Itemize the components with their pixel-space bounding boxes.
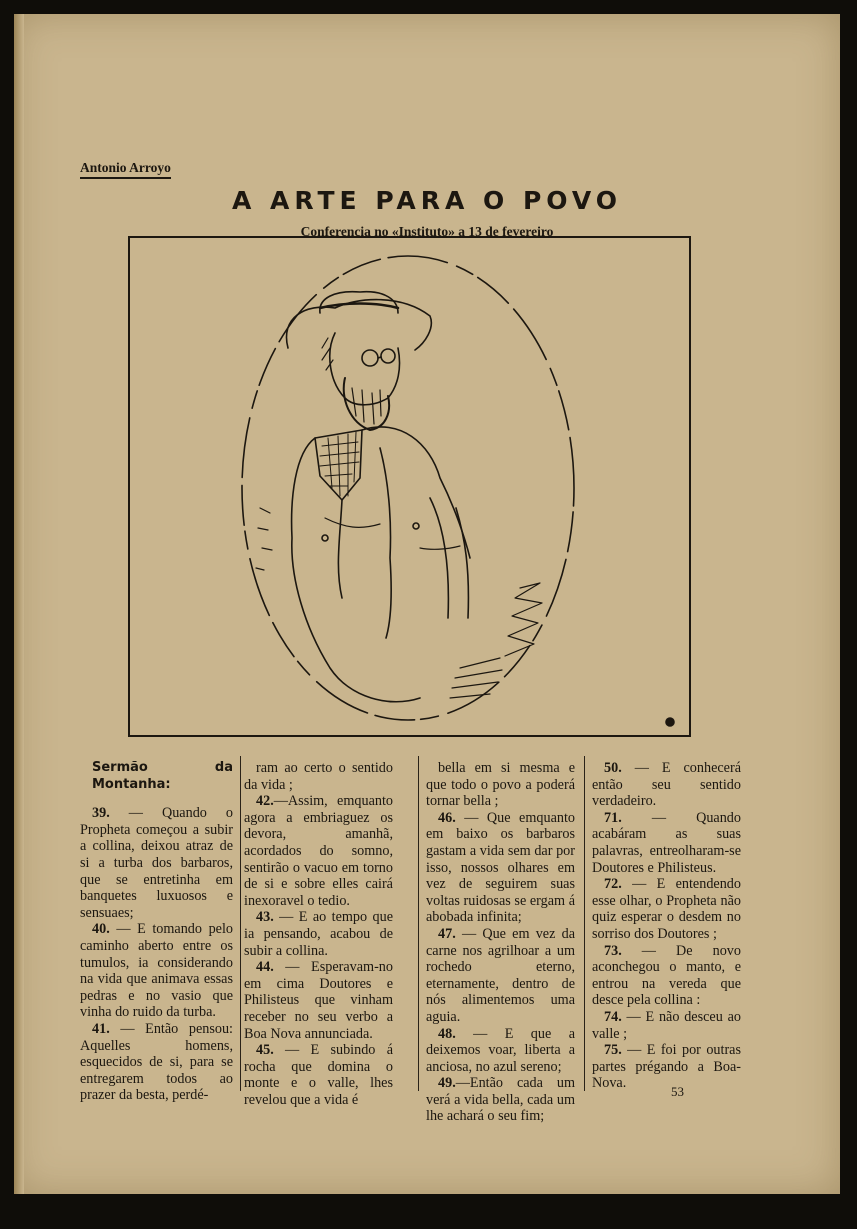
verse-number: 45.: [256, 1042, 274, 1059]
paragraph: [244, 793, 393, 909]
paragraph: [592, 1042, 741, 1092]
paragraph: [592, 760, 741, 810]
verse-text: — De novo aconchegou o manto, e entrou na vereda que desce pela collina :: [592, 942, 741, 1009]
article-subtitle: Conferencia no «Instituto» a 13 de fevereiro: [300, 224, 554, 239]
magazine-page: [14, 14, 840, 1194]
verse-text: — E subindo á rocha que domina o monte e o valle, lhes revelou que a vida é: [244, 1042, 393, 1108]
verse-number: 46.: [438, 809, 456, 826]
verse-number: 39.: [92, 805, 110, 822]
page-number: 53: [671, 1084, 684, 1099]
article-title: A ARTE PARA O POVO: [231, 186, 623, 215]
paragraph: [244, 959, 393, 1042]
paragraph: [80, 805, 233, 921]
text-column-4: [592, 760, 741, 1092]
section-title: Sermão da Montanha:: [92, 760, 233, 792]
paragraph: [426, 810, 575, 926]
paragraph: [426, 926, 575, 1026]
paragraph: [80, 1021, 233, 1104]
paragraph-list: [426, 760, 575, 1125]
paragraph-list: [80, 805, 233, 1104]
paragraph: [592, 943, 741, 1009]
verse-text: ram ao certo o sentido da vida ;: [244, 760, 393, 793]
paragraph: [426, 760, 575, 810]
verse-text: — E tomando pelo caminho aberto entre os tumulos, ia considerando na vida que animava essas pedras e no vasio que vinha do ruido da turba.: [80, 921, 233, 1021]
verse-text: — E entendendo esse olhar, o Propheta não quiz esperar o desdem no sorriso dos Doutores ;: [592, 876, 741, 942]
caricature-portrait-icon: [130, 238, 689, 735]
paragraph: [244, 1042, 393, 1108]
verse-text: — E conhecerá então seu sentido verdadeiro.: [592, 760, 741, 810]
paragraph: [426, 1026, 575, 1076]
paragraph: [592, 1009, 741, 1042]
verse-text: — Quando o Propheta começou a subir a collina, deixou atraz de si a turba dos barbaros, que se entretinha em banquetes luxuosos e sensuaes;: [80, 805, 233, 921]
paragraph: [244, 909, 393, 959]
verse-text: — E ao tempo que ia pensando, acabou de subir a collina.: [244, 909, 393, 959]
verse-number: 41.: [92, 1020, 110, 1037]
illustration-frame: [128, 236, 691, 737]
column-separator: [240, 756, 241, 1091]
verse-text: — Então pensou: Aquelles homens, esquecidos de si, para se entregarem todos ao prazer da besta, perdé-: [80, 1020, 233, 1104]
paragraph: [244, 760, 393, 793]
verse-text: — E não desceu ao valle ;: [592, 1008, 741, 1042]
verse-number: 75.: [604, 1042, 622, 1059]
verse-number: 40.: [92, 921, 110, 938]
paragraph-list: [244, 760, 393, 1108]
verse-text: —Assim, emquanto agora a embriaguez os devora, amanhã, acordados do somno, sentirão o vacuo em torno de si e sobre elles cairá inexoravel o tedio.: [244, 793, 393, 909]
author-name: Antonio Arroyo: [80, 160, 171, 179]
text-column-2: [244, 760, 393, 1108]
verse-text: — Quando acabáram as suas palavras, entreolharam-se Doutores e Philisteus.: [592, 809, 741, 876]
verse-number: 47.: [438, 925, 456, 942]
paragraph-list: [592, 760, 741, 1092]
paragraph: [80, 921, 233, 1021]
verse-text: — Que em vez da carne nos agrilhoar a um rochedo eterno, eternamente, dentro de nós alimentemos uma aguia.: [426, 925, 575, 1025]
verse-number: 43.: [256, 909, 274, 926]
text-column-3: [426, 760, 575, 1125]
paragraph: [592, 810, 741, 876]
verse-number: 71.: [604, 809, 622, 826]
verse-number: 73.: [604, 942, 622, 959]
verse-number: 44.: [256, 959, 274, 976]
paragraph: [592, 876, 741, 942]
column-separator: [584, 756, 585, 1091]
text-column-1: [80, 760, 233, 1104]
paragraph: [426, 1075, 575, 1125]
verse-number: 74.: [604, 1008, 622, 1025]
verse-number: 48.: [438, 1025, 456, 1042]
verse-text: — E foi por outras partes prégando a Boa-Nova.: [592, 1042, 741, 1092]
verse-number: 42.: [256, 793, 274, 810]
verse-text: — Que emquanto em baixo os barbaros gastam a vida sem dar por isso, nossos olhares em vez de seguirem suas voltas ruidosas se ergam á abobada infinita;: [426, 809, 575, 926]
column-separator: [418, 756, 419, 1091]
verse-text: bella em si mesma e que todo o povo a poderá tornar bella ;: [426, 760, 575, 810]
verse-number: 50.: [604, 760, 622, 776]
verse-text: —Então cada um verá a vida bella, cada um lhe achará o seu fim;: [426, 1075, 575, 1125]
verse-text: — E que a deixemos voar, liberta a anciosa, no azul sereno;: [426, 1025, 575, 1075]
verse-text: — Esperavam-no em cima Doutores e Philisteus que vinham receber no seu verbo a Boa Nova annunciada.: [244, 959, 393, 1042]
verse-number: 49.: [438, 1075, 456, 1092]
verse-number: 72.: [604, 876, 622, 893]
